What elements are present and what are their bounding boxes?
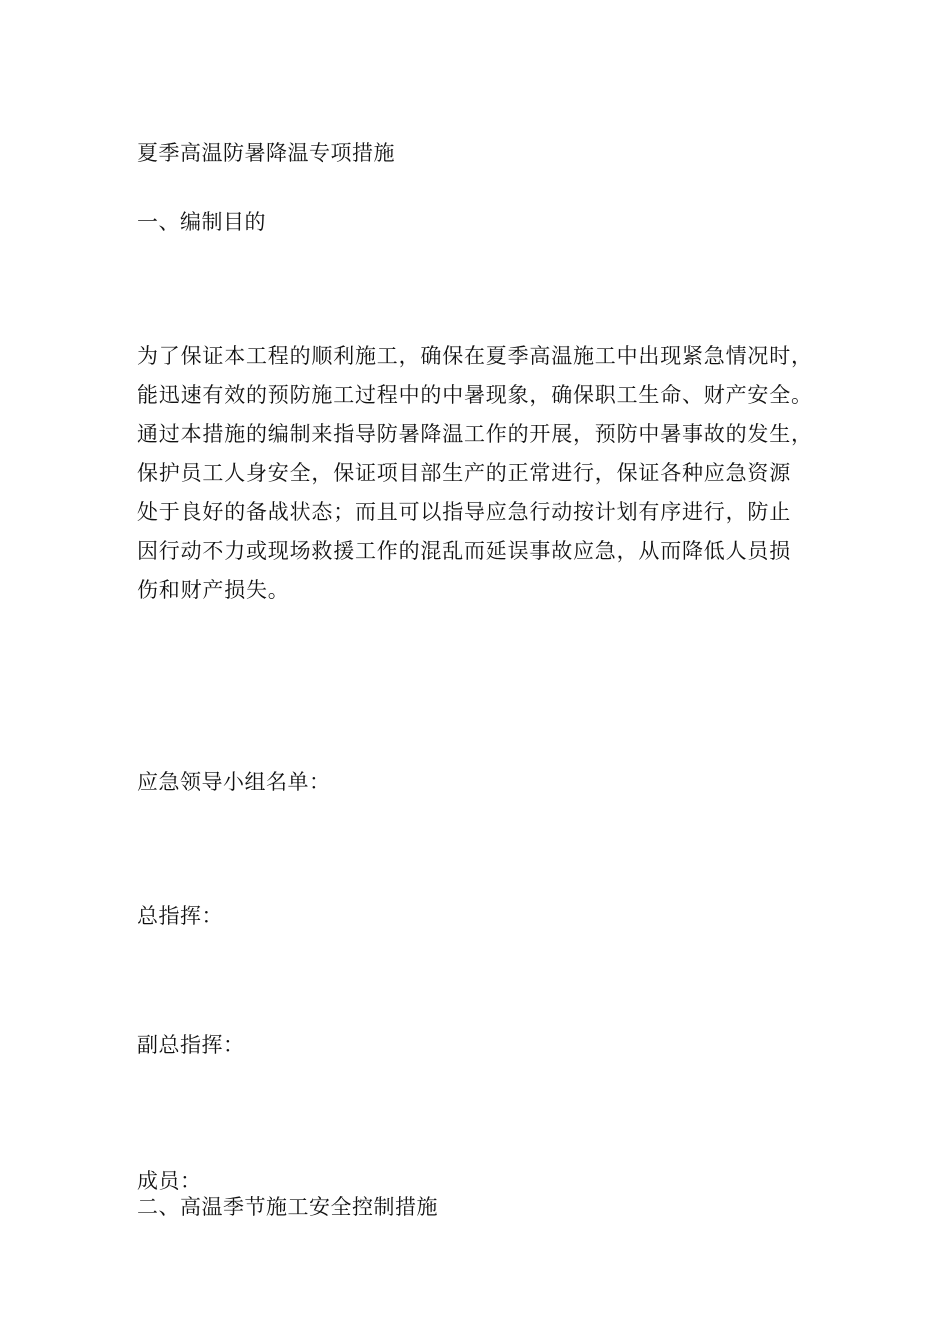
- paragraph-line: 通过本措施的编制来指导防暑降温工作的开展，预防中暑事故的发生，: [137, 422, 813, 446]
- paragraph-line: 因行动不力或现场救援工作的混乱而延误事故应急，从而降低人员损: [137, 539, 791, 563]
- commander-label: 总指挥：: [137, 904, 223, 928]
- paragraph-line: 保护员工人身安全，保证项目部生产的正常进行，保证各种应急资源: [137, 461, 791, 485]
- members-label: 成员：: [137, 1169, 202, 1193]
- paragraph-line: 为了保证本工程的顺利施工，确保在夏季高温施工中出现紧急情况时，: [137, 344, 813, 368]
- paragraph-line: 处于良好的备战状态；而且可以指导应急行动按计划有序进行，防止: [137, 500, 791, 524]
- leadership-list-label: 应急领导小组名单：: [137, 770, 331, 794]
- deputy-commander-label: 副总指挥：: [137, 1033, 245, 1057]
- document-title: 夏季高温防暑降温专项措施: [137, 141, 395, 165]
- paragraph-line: 伤和财产损失。: [137, 578, 290, 602]
- section-heading-safety-measures: 二、高温季节施工安全控制措施: [137, 1195, 438, 1219]
- paragraph-line: 能迅速有效的预防施工过程中的中暑现象，确保职工生命、财产安全。: [137, 383, 813, 407]
- purpose-paragraph: [137, 337, 827, 610]
- section-heading-purpose: 一、编制目的: [137, 210, 266, 234]
